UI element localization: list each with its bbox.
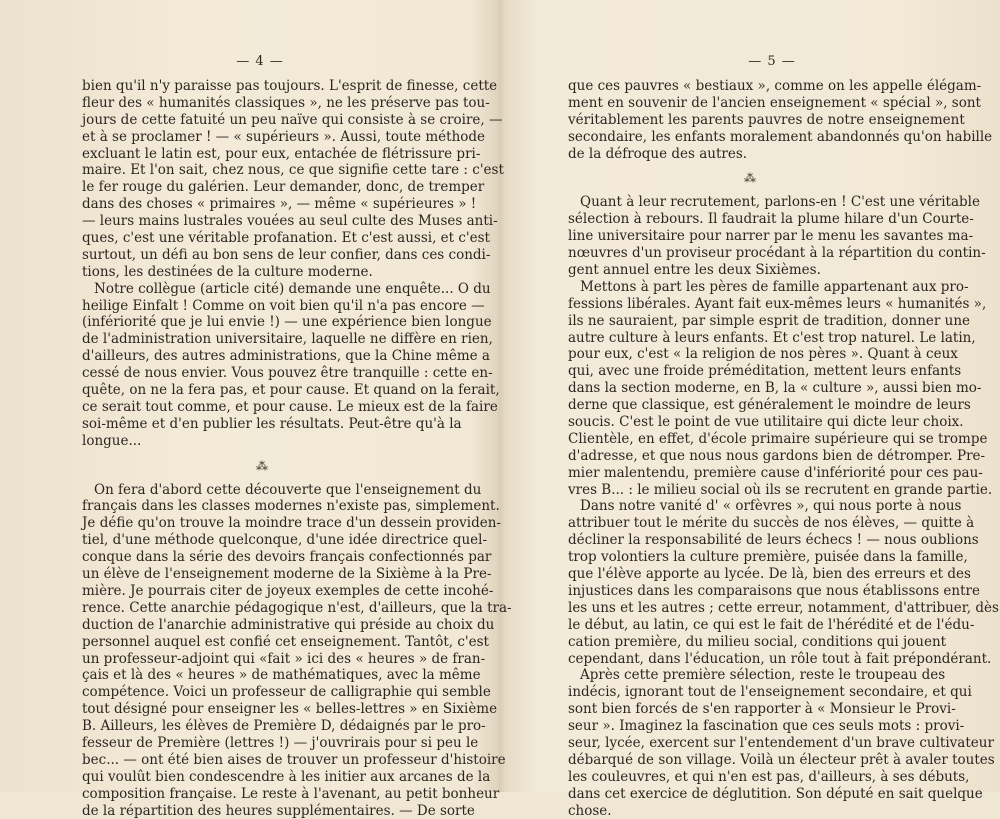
text-line: injustices dans les comparaisons que nous établissons entre	[568, 582, 980, 599]
text-line: personnel auquel est confié cet enseignement. Tantôt, c'est	[82, 633, 489, 650]
text-line: Quant à leur recrutement, parlons-en ! C'est une véritable	[580, 194, 980, 211]
text-line: de la défroque des autres.	[568, 145, 748, 162]
text-line: sélection à rebours. Il faudrait la plume hilare d'un Courte-	[568, 211, 974, 228]
text-line: de l'administration universitaire, laquelle ne diffère en rien,	[82, 331, 493, 348]
text-line: surtout, un défi au bon sens de leur confier, dans ces condi-	[82, 246, 491, 263]
right-block-2	[568, 194, 999, 819]
right-page	[500, 0, 1000, 819]
page-number: — 4 —	[236, 54, 284, 69]
text-line: français dans les classes modernes n'existe pas, simplement.	[82, 498, 500, 515]
text-line: dans des choses « primaires », — même « supérieures » !	[82, 196, 477, 213]
text-line: sont bien forcés de s'en rapporter à « Monsieur le Provi-	[568, 701, 956, 718]
text-line: cependant, dans l'éducation, un rôle tout à fait prépondérant.	[568, 650, 992, 667]
text-line: duction de l'anarchie administrative qui préside au choix du	[82, 616, 495, 633]
text-line: le fer rouge du galérien. Leur demander, donc, de tremper	[82, 179, 485, 196]
text-line: pour eux, c'est « la religion de nos pères ». Quant à ceux	[568, 346, 958, 363]
text-line: rence. Cette anarchie pédagogique n'est, d'ailleurs, que la tra-	[82, 599, 512, 616]
text-line: tout désigné pour enseigner les « belles-lettres » en Sixième	[82, 701, 498, 718]
text-line: secondaire, les enfants moralement abandonnés qu'on habille	[568, 128, 993, 145]
text-line: cation première, du milieu social, conditions qui jouent	[568, 633, 947, 650]
text-line: quête, on ne la fera pas, et pour cause. Et quand on la ferait,	[82, 382, 500, 399]
text-line: bien qu'il n'y paraisse pas toujours. L'esprit de finesse, cette	[82, 78, 498, 94]
text-line: vres B... : le milieu social où ils se recrutent en grande partie.	[568, 481, 993, 498]
text-line: derne que classique, est généralement le moindre de leurs	[568, 397, 971, 414]
text-line: trop volontiers la culture première, puisée dans la famille,	[568, 549, 968, 566]
text-line: d'adresse, et que nous nous gardons bien de détromper. Pre-	[568, 447, 986, 464]
left-block-2	[82, 481, 512, 819]
text-line: les couleuvres, et qui n'en est pas, d'ailleurs, à ses débuts,	[568, 768, 970, 785]
right-block-1	[568, 78, 993, 162]
text-line: çais et là des « heures » de mathématiques, avec la même	[82, 667, 481, 684]
text-line: autre culture à leurs enfants. Et c'est trop naturel. Le latin,	[568, 329, 976, 346]
right-page-body	[568, 78, 999, 819]
text-line: compétence. Voici un professeur de calligraphie qui semble	[82, 684, 491, 701]
text-line: ce serait tout comme, et pour cause. Le mieux est de la faire	[82, 398, 498, 415]
text-line: qui, avec une froide préméditation, mettent leurs enfants	[568, 363, 962, 380]
text-line: ques, c'est une véritable profanation. Et c'est aussi, et c'est	[82, 230, 490, 247]
text-line: de la répartition des heures supplémentaires. — De sorte	[82, 802, 475, 819]
text-line: fessions libérales. Ayant fait eux-mêmes leurs « humanités »,	[568, 295, 987, 312]
text-line: soucis. C'est le point de vue utilitaire qui dicte leur choix.	[568, 414, 964, 431]
text-line: que ces pauvres « bestiaux », comme on les appelle élégam-	[568, 78, 982, 94]
text-line: Après cette première sélection, reste le troupeau des	[580, 667, 946, 684]
left-block-1	[82, 78, 504, 450]
text-line: maire. Et l'on sait, chez nous, ce que signifie cette tare : c'est	[82, 162, 504, 179]
text-line: conque dans la série des devoirs français confectionnés par	[82, 549, 492, 566]
text-line: excluant le latin est, pour eux, entachée de flétrissure pri-	[82, 145, 481, 162]
text-line: mier malentendu, première cause d'infériorité pour ces pau-	[568, 464, 983, 481]
text-line: Dans notre vanité d' « orfèvres », qui nous porte à nous	[580, 498, 962, 515]
text-line: heilige Einfalt ! Comme on voit bien qu'il n'a pas encore —	[82, 297, 485, 314]
text-line: gent annuel entre les deux Sixièmes.	[568, 262, 821, 279]
text-line: composition française. Le reste à l'avenant, au petit bonheur	[82, 785, 500, 802]
text-line: indécis, ignorant tout de l'enseignement secondaire, et qui	[568, 684, 972, 701]
text-line: soi-même et d'en publier les résultats. Peut-être qu'à la	[82, 415, 462, 432]
text-line: un professeur-adjoint qui «fait » ici des « heures » de fran-	[82, 650, 486, 667]
text-line: — leurs mains lustrales vouées au seul culte des Muses anti-	[82, 213, 498, 230]
text-line: qui voulût bien condescendre à les initier aux arcanes de la	[82, 768, 491, 785]
text-line: On fera d'abord cette découverte que l'enseignement du	[94, 481, 482, 498]
text-line: et à se proclamer ! — « supérieurs ». Aussi, toute méthode	[82, 128, 486, 145]
text-line: les uns et les autres ; cette erreur, notamment, d'attribuer, dès	[568, 599, 999, 616]
text-line: dans la section moderne, en B, la « culture », aussi bien mo-	[568, 380, 982, 397]
text-line: chose.	[568, 802, 612, 819]
text-line: mière. Je pourrais citer de joyeux exemples de cette incohé-	[82, 582, 494, 599]
text-line: (infériorité que je lui envie !) — une expérience bien longue	[82, 314, 492, 331]
text-line: nœuvres d'un proviseur procédant à la répartition du contin-	[568, 245, 986, 262]
left-page-body	[82, 78, 512, 819]
text-line: seur ». Imaginez la fascination que ces seuls mots : provi-	[568, 718, 965, 735]
text-line: Clientèle, en effet, d'école primaire supérieure qui se trompe	[568, 430, 988, 447]
text-line: tiel, d'une méthode quelconque, d'une idée directrice quel-	[82, 532, 488, 549]
text-line: ment en souvenir de l'ancien enseignement « spécial », sont	[568, 94, 981, 111]
text-line: Je défie qu'on trouve la moindre trace d'un dessein providen-	[82, 515, 501, 532]
text-line: un élève de l'enseignement moderne de la Sixième à la Pre-	[82, 566, 492, 583]
text-line: fesseur de Première (lettres !) — j'ouvrirais pour si peu le	[82, 734, 479, 751]
section-separator-asterism: ⁂	[256, 458, 268, 473]
text-line: ils ne sauraient, par simple esprit de tradition, donner une	[568, 312, 971, 329]
text-line: longue...	[82, 432, 142, 449]
text-line: fleur des « humanités classiques », ne les préserve pas tou-	[82, 94, 490, 111]
text-line: véritablement les parents pauvres de notre enseignement	[568, 111, 965, 128]
text-line: bec... — ont été bien aises de trouver un professeur d'histoire	[82, 751, 506, 768]
text-line: tions, les destinées de la culture moderne.	[82, 263, 373, 280]
text-line: débarqué de son village. Voilà un électeur prêt à avaler toutes	[568, 751, 995, 768]
text-line: jours de cette fatuité un peu naïve qui consiste à se croire, —	[82, 111, 503, 128]
text-line: Mettons à part les pères de famille appartenant aux pro-	[580, 278, 969, 295]
text-line: attribuer tout le mérite du succès de nos élèves, — quitte à	[568, 515, 975, 532]
text-line: dans cet exercice de déglutition. Son député en sait quelque	[568, 785, 983, 802]
text-line: B. Ailleurs, les élèves de Première D, dédaignés par le pro-	[82, 718, 486, 735]
text-line: cessé de nous envier. Vous pouvez être tranquille : cette en-	[82, 365, 493, 382]
text-line: d'ailleurs, des autres administrations, que la Chine même a	[82, 348, 490, 365]
text-line: Notre collègue (article cité) demande une enquête... O du	[94, 280, 491, 297]
section-separator-asterism: ⁂	[744, 171, 756, 186]
text-line: le début, au latin, ce qui est le fait de l'hérédité et de l'édu-	[568, 616, 975, 633]
text-line: line universitaire pour narrer par le menu les savantes ma-	[568, 228, 974, 245]
page-number: — 5 —	[748, 54, 796, 69]
text-line: décliner la responsabilité de leurs échecs ! — nous oublions	[568, 532, 979, 549]
text-line: que l'élève apporte au lycée. De là, bien des erreurs et des	[568, 566, 971, 583]
text-line: seur, lycée, exercent sur l'entendement d'un brave cultivateur	[568, 734, 994, 751]
